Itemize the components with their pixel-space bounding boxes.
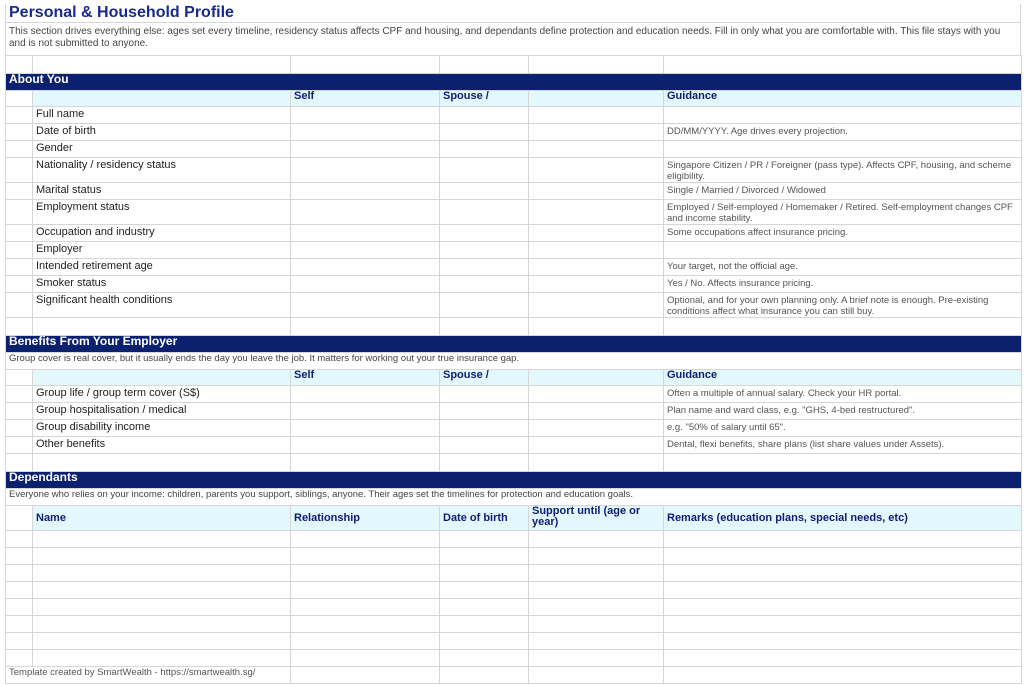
relationship-cell[interactable] — [291, 616, 440, 633]
guidance-text: Singapore Citizen / PR / Foreigner (pass type). Affects CPF, housing, and scheme eligibility. — [664, 158, 1022, 183]
cell[interactable] — [529, 420, 664, 437]
dob-cell[interactable] — [440, 531, 529, 548]
relationship-cell[interactable] — [291, 633, 440, 650]
dependant-row — [6, 616, 1022, 633]
spouse-input-cell[interactable] — [440, 276, 529, 293]
cell[interactable] — [529, 158, 664, 183]
dependant-row — [6, 548, 1022, 565]
cell — [6, 506, 33, 531]
name-cell[interactable] — [33, 616, 291, 633]
dob-cell[interactable] — [440, 650, 529, 667]
header-guidance: Guidance — [664, 370, 1022, 386]
spouse-input-cell[interactable] — [440, 403, 529, 420]
cell[interactable] — [440, 454, 529, 472]
name-cell[interactable] — [33, 548, 291, 565]
header-remarks: Remarks (education plans, special needs, etc) — [664, 506, 1022, 531]
dependant-row — [6, 599, 1022, 616]
dob-cell[interactable] — [440, 548, 529, 565]
remarks-cell[interactable] — [664, 582, 1022, 599]
name-cell[interactable] — [33, 599, 291, 616]
cell[interactable] — [664, 318, 1022, 336]
self-input-cell[interactable] — [291, 124, 440, 141]
about-row — [6, 225, 1022, 242]
self-input-cell[interactable] — [291, 386, 440, 403]
profile-grid — [5, 55, 1022, 684]
dob-cell[interactable] — [440, 565, 529, 582]
about-row — [6, 124, 1022, 141]
header-support-until: Support until (age or year) — [529, 506, 664, 531]
row-label: Smoker status — [33, 276, 291, 293]
name-cell[interactable] — [33, 531, 291, 548]
cell[interactable] — [529, 454, 664, 472]
blank-row — [6, 318, 1022, 336]
benefits-note-row — [6, 353, 1022, 370]
cell[interactable] — [291, 454, 440, 472]
about-row — [6, 276, 1022, 293]
about-header-row — [6, 91, 1022, 107]
cell[interactable] — [6, 565, 33, 582]
dependant-row — [6, 650, 1022, 667]
remarks-cell[interactable] — [664, 565, 1022, 582]
dependant-row — [6, 531, 1022, 548]
benefits-row — [6, 386, 1022, 403]
cell[interactable] — [6, 437, 33, 454]
header-name: Name — [33, 506, 291, 531]
cell[interactable] — [529, 242, 664, 259]
about-row — [6, 107, 1022, 124]
cell[interactable] — [529, 403, 664, 420]
header-date-of-birth: Date of birth — [440, 506, 529, 531]
guidance-text: Yes / No. Affects insurance pricing. — [664, 276, 1022, 293]
about-row — [6, 293, 1022, 318]
cell[interactable] — [529, 276, 664, 293]
cell[interactable] — [440, 56, 529, 74]
row-label: Employer — [33, 242, 291, 259]
row-label: Gender — [33, 141, 291, 158]
cell[interactable] — [6, 183, 33, 200]
section-bar-about — [6, 74, 1022, 91]
guidance-text: e.g. "50% of salary until 65". — [664, 420, 1022, 437]
cell[interactable] — [6, 276, 33, 293]
self-input-cell[interactable] — [291, 141, 440, 158]
remarks-cell[interactable] — [664, 599, 1022, 616]
support-until-cell[interactable] — [529, 565, 664, 582]
cell[interactable] — [6, 56, 33, 74]
self-input-cell[interactable] — [291, 293, 440, 318]
header-spouse: Spouse / — [440, 370, 529, 386]
guidance-text: Often a multiple of annual salary. Check your HR portal. — [664, 386, 1022, 403]
row-label: Other benefits — [33, 437, 291, 454]
cell[interactable] — [529, 141, 664, 158]
self-input-cell[interactable] — [291, 403, 440, 420]
header-spouse: Spouse / — [440, 91, 529, 107]
cell[interactable] — [6, 599, 33, 616]
dependants-header-row — [6, 506, 1022, 531]
benefits-row — [6, 437, 1022, 454]
cell[interactable] — [6, 650, 33, 667]
benefits-row — [6, 420, 1022, 437]
section-note-dependants: Everyone who relies on your income: children, parents you support, siblings, anyone. Their ages set the timelines for protection and education goals. — [6, 489, 1022, 506]
support-until-cell[interactable] — [529, 531, 664, 548]
section-heading-benefits: Benefits From Your Employer — [6, 336, 1022, 353]
cell[interactable] — [6, 200, 33, 225]
benefits-header-row — [6, 370, 1022, 386]
cell[interactable] — [6, 225, 33, 242]
spouse-input-cell[interactable] — [440, 386, 529, 403]
guidance-text — [664, 141, 1022, 158]
row-label: Group hospitalisation / medical — [33, 403, 291, 420]
cell[interactable] — [440, 318, 529, 336]
blank-row — [6, 56, 1022, 74]
about-row — [6, 183, 1022, 200]
cell[interactable] — [529, 259, 664, 276]
dob-cell[interactable] — [440, 582, 529, 599]
support-until-cell[interactable] — [529, 582, 664, 599]
relationship-cell[interactable] — [291, 582, 440, 599]
cell[interactable] — [33, 318, 291, 336]
cell[interactable] — [529, 293, 664, 318]
dependant-row — [6, 633, 1022, 650]
guidance-text: Your target, not the official age. — [664, 259, 1022, 276]
spouse-input-cell[interactable] — [440, 420, 529, 437]
spouse-input-cell[interactable] — [440, 141, 529, 158]
cell[interactable] — [6, 454, 33, 472]
header-self: Self — [291, 370, 440, 386]
cell[interactable] — [6, 616, 33, 633]
guidance-text: DD/MM/YYYY. Age drives every projection. — [664, 124, 1022, 141]
cell[interactable] — [291, 318, 440, 336]
cell[interactable] — [6, 633, 33, 650]
row-label: Significant health conditions — [33, 293, 291, 318]
row-label: Group disability income — [33, 420, 291, 437]
about-row — [6, 259, 1022, 276]
spouse-input-cell[interactable] — [440, 293, 529, 318]
support-until-cell[interactable] — [529, 548, 664, 565]
row-label: Intended retirement age — [33, 259, 291, 276]
spreadsheet — [5, 4, 1021, 681]
cell[interactable] — [529, 318, 664, 336]
about-row — [6, 158, 1022, 183]
row-label: Group life / group term cover (S$) — [33, 386, 291, 403]
spouse-input-cell[interactable] — [440, 225, 529, 242]
name-cell[interactable] — [33, 565, 291, 582]
header-self: Self — [291, 91, 440, 107]
dependants-note-row — [6, 489, 1022, 506]
header-guidance: Guidance — [664, 91, 1022, 107]
self-input-cell[interactable] — [291, 420, 440, 437]
about-row — [6, 141, 1022, 158]
cell[interactable] — [529, 200, 664, 225]
header-blank — [529, 91, 664, 107]
header-relationship: Relationship — [291, 506, 440, 531]
row-label: Marital status — [33, 183, 291, 200]
spouse-input-cell[interactable] — [440, 107, 529, 124]
self-input-cell[interactable] — [291, 259, 440, 276]
support-until-cell[interactable] — [529, 599, 664, 616]
blank-row — [6, 454, 1022, 472]
guidance-text: Dental, flexi benefits, share plans (list share values under Assets). — [664, 437, 1022, 454]
cell[interactable] — [6, 141, 33, 158]
relationship-cell[interactable] — [291, 565, 440, 582]
cell[interactable] — [6, 124, 33, 141]
remarks-cell[interactable] — [664, 633, 1022, 650]
row-label: Date of birth — [33, 124, 291, 141]
cell — [6, 91, 33, 107]
cell[interactable] — [33, 56, 291, 74]
page-title: Personal & Household Profile — [9, 4, 234, 21]
cell[interactable] — [529, 107, 664, 124]
spouse-input-cell[interactable] — [440, 437, 529, 454]
cell[interactable] — [6, 403, 33, 420]
section-heading-about: About You — [6, 74, 1022, 91]
name-cell[interactable] — [33, 582, 291, 599]
relationship-cell[interactable] — [291, 599, 440, 616]
cell[interactable] — [6, 548, 33, 565]
cell[interactable] — [529, 183, 664, 200]
support-until-cell[interactable] — [529, 650, 664, 667]
remarks-cell[interactable] — [664, 650, 1022, 667]
cell[interactable] — [6, 420, 33, 437]
about-row — [6, 200, 1022, 225]
section-bar-benefits — [6, 336, 1022, 353]
self-input-cell[interactable] — [291, 276, 440, 293]
guidance-text: Some occupations affect insurance pricing. — [664, 225, 1022, 242]
self-input-cell[interactable] — [291, 437, 440, 454]
name-cell[interactable] — [33, 650, 291, 667]
name-cell[interactable] — [33, 633, 291, 650]
dob-cell[interactable] — [440, 599, 529, 616]
cell[interactable] — [6, 582, 33, 599]
row-label: Nationality / residency status — [33, 158, 291, 183]
cell[interactable] — [6, 158, 33, 183]
footer-credit: Template created by SmartWealth - https://smartwealth.sg/ — [6, 667, 291, 684]
spouse-input-cell[interactable] — [440, 259, 529, 276]
remarks-cell[interactable] — [664, 616, 1022, 633]
row-label: Full name — [33, 107, 291, 124]
section-heading-dependants: Dependants — [6, 472, 1022, 489]
spouse-input-cell[interactable] — [440, 183, 529, 200]
section-bar-dependants — [6, 472, 1022, 489]
cell[interactable] — [529, 386, 664, 403]
cell — [6, 370, 33, 386]
cell[interactable] — [6, 242, 33, 259]
remarks-cell[interactable] — [664, 531, 1022, 548]
guidance-text: Single / Married / Divorced / Widowed — [664, 183, 1022, 200]
header-blank — [529, 370, 664, 386]
spouse-input-cell[interactable] — [440, 158, 529, 183]
row-label: Employment status — [33, 200, 291, 225]
relationship-cell[interactable] — [291, 548, 440, 565]
cell[interactable] — [529, 124, 664, 141]
cell[interactable] — [529, 437, 664, 454]
guidance-text — [664, 242, 1022, 259]
cell[interactable] — [664, 56, 1022, 74]
about-row — [6, 242, 1022, 259]
support-until-cell[interactable] — [529, 616, 664, 633]
cell[interactable] — [6, 531, 33, 548]
self-input-cell[interactable] — [291, 242, 440, 259]
section-note-benefits: Group cover is real cover, but it usually ends the day you leave the job. It matters for working out your true insurance gap. — [6, 353, 1022, 370]
self-input-cell[interactable] — [291, 183, 440, 200]
cell[interactable] — [6, 293, 33, 318]
intro-text: This section drives everything else: ages set every timeline, residency status affects CPF and housing, and dependants define protection and education needs. Fill in only what you are comfortable with. This file stays with you and is not submitted to anyone. — [5, 23, 1021, 55]
remarks-cell[interactable] — [664, 548, 1022, 565]
spouse-input-cell[interactable] — [440, 242, 529, 259]
header-blank — [33, 370, 291, 386]
spouse-input-cell[interactable] — [440, 124, 529, 141]
dob-cell[interactable] — [440, 616, 529, 633]
row-label: Occupation and industry — [33, 225, 291, 242]
benefits-row — [6, 403, 1022, 420]
dependant-row — [6, 582, 1022, 599]
cell[interactable] — [6, 259, 33, 276]
dob-cell[interactable] — [440, 633, 529, 650]
relationship-cell[interactable] — [291, 531, 440, 548]
self-input-cell[interactable] — [291, 107, 440, 124]
cell[interactable] — [33, 454, 291, 472]
spouse-input-cell[interactable] — [440, 200, 529, 225]
cell[interactable] — [6, 107, 33, 124]
guidance-text — [664, 107, 1022, 124]
self-input-cell[interactable] — [291, 200, 440, 225]
title-row — [5, 4, 1021, 23]
cell[interactable] — [6, 318, 33, 336]
cell[interactable] — [6, 386, 33, 403]
header-blank — [33, 91, 291, 107]
guidance-text: Plan name and ward class, e.g. "GHS, 4-bed restructured". — [664, 403, 1022, 420]
cell[interactable] — [291, 56, 440, 74]
guidance-text: Employed / Self-employed / Homemaker / Retired. Self-employment changes CPF and income stability. — [664, 200, 1022, 225]
dependant-row — [6, 565, 1022, 582]
relationship-cell[interactable] — [291, 650, 440, 667]
self-input-cell[interactable] — [291, 158, 440, 183]
self-input-cell[interactable] — [291, 225, 440, 242]
support-until-cell[interactable] — [529, 633, 664, 650]
cell[interactable] — [664, 454, 1022, 472]
cell[interactable] — [529, 225, 664, 242]
cell[interactable] — [529, 56, 664, 74]
guidance-text: Optional, and for your own planning only. A brief note is enough. Pre-existing conditions affect what insurance you can still buy. — [664, 293, 1022, 318]
